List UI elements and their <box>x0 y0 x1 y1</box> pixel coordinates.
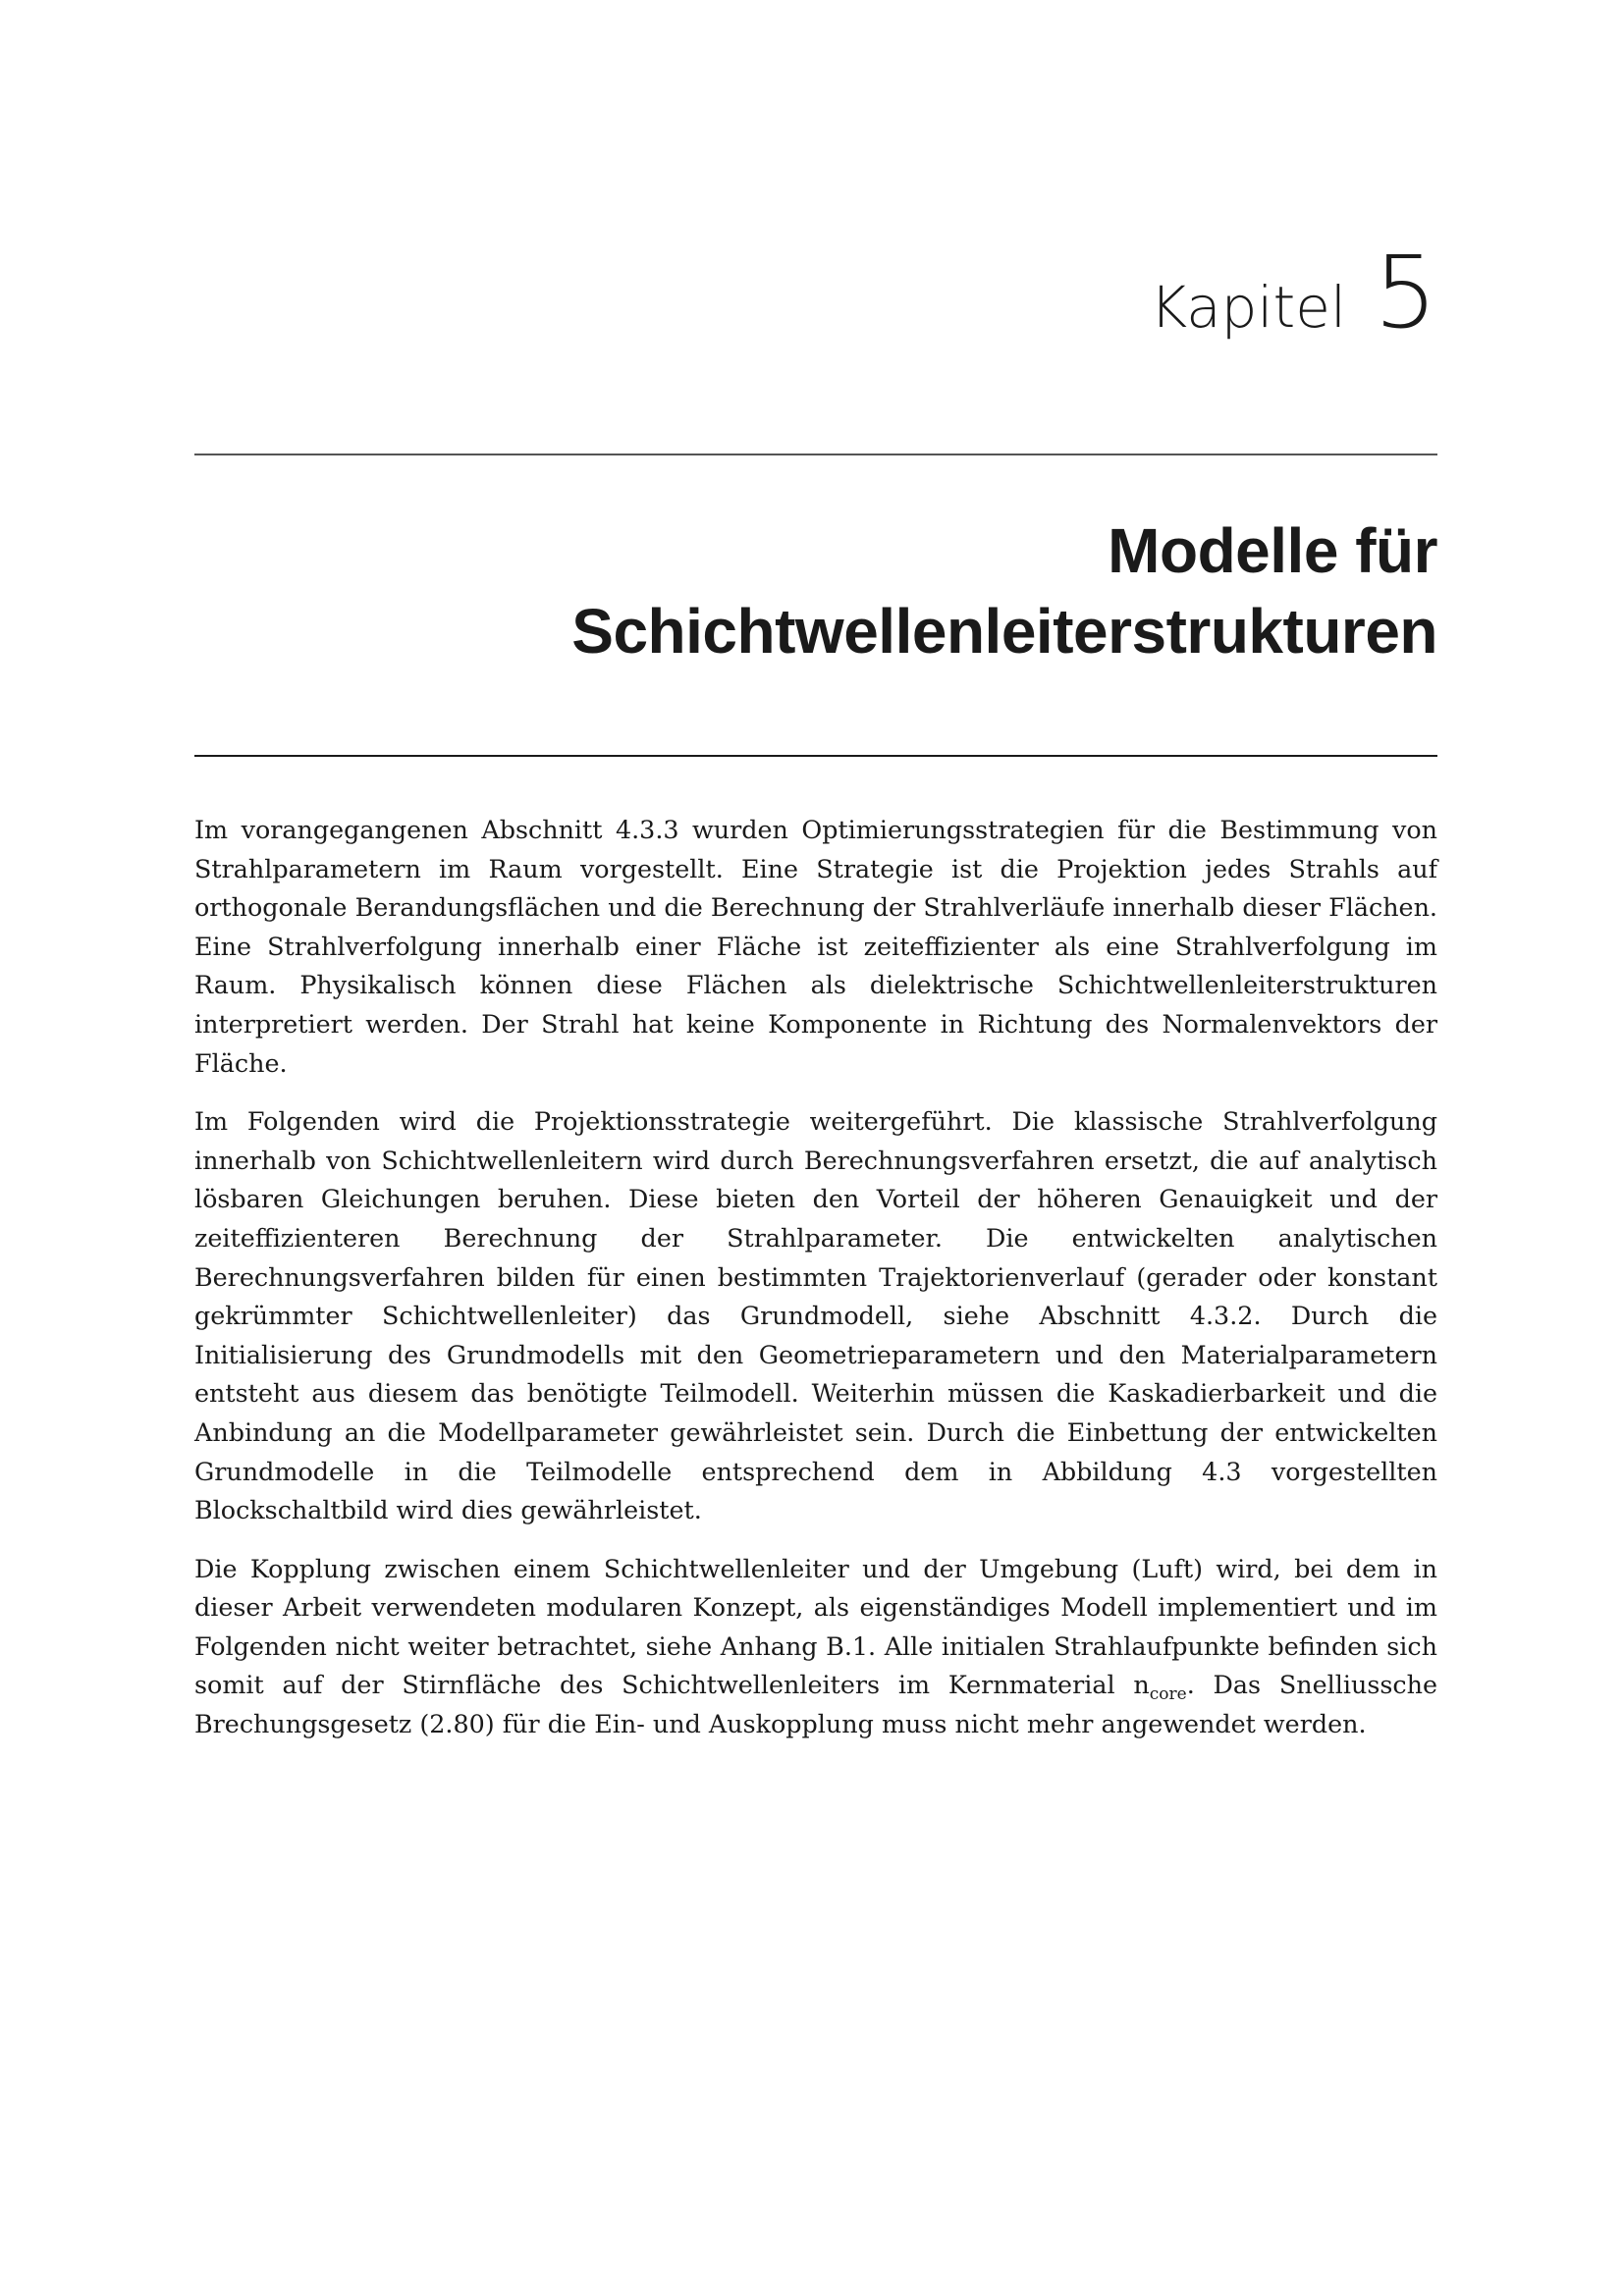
bottom-rule <box>194 755 1437 757</box>
paragraph-2: Im Folgenden wird die Projektionsstrategie weitergeführt. Die klassische Strahlverfolgung innerhalb von Schichtwellenleitern wird durch Berechnungsverfahren ersetzt, die auf analytisch lösbaren Gleichungen beruhen. Diese bieten den Vorteil der höheren Genauigkeit und der zeiteffizienteren Berechnung der Strahlparameter. Die entwickelten analytischen Berechnungsverfahren bilden für einen bestimmten Trajektorienverlauf (gerader oder konstant gekrümmter Schichtwellenleiter) das Grundmodell, siehe Abschnitt 4.3.2. Durch die Initialisierung des Grundmodells mit den Geometrieparametern und den Materialparametern entsteht aus diesem das benötigte Teilmodell. Weiterhin müssen die Kaskadierbarkeit und die Anbindung an die Modellparameter gewährleistet sein. Durch die Einbettung der entwickelten Grundmodelle in die Teilmodelle entsprechend dem in Abbildung 4.3 vorgestellten Blockschaltbild wird dies gewährleistet. <box>194 1106 1437 1525</box>
chapter-title <box>194 510 1437 671</box>
chapter-title-line-1: Modelle für <box>1108 515 1437 586</box>
paragraph-3-after: . Das Snelliussche Brechungsgesetz (2.80) für die Ein- und Auskopplung muss nicht mehr angewendet werden. <box>194 1670 1438 1739</box>
chapter-title-line-2: Schichtwellenleiterstrukturen <box>571 596 1437 667</box>
chapter-word: Kapitel <box>1150 274 1347 341</box>
chapter-label <box>1150 235 1437 351</box>
n-core-subscript: core <box>1149 1684 1187 1705</box>
body-text <box>194 811 1437 1764</box>
paragraph-1: Im vorangegangenen Abschnitt 4.3.3 wurden Optimierungsstrategien für die Bestimmung von Strahlparametern im Raum vorgestellt. Eine Strategie ist die Projektion jedes Strahls auf orthogonale Berandungsflächen und die Berechnung der Strahlverläufe innerhalb dieser Flächen. Eine Strahlverfolgung innerhalb einer Fläche ist zeiteffizienter als eine Strahlverfolgung im Raum. Physikalisch können diese Flächen als dielektrische Schichtwellenleiterstrukturen interpretiert werden. Der Strahl hat keine Komponente in Richtung des Normalenvektors der Fläche. <box>194 815 1437 1078</box>
top-rule <box>194 454 1437 455</box>
paragraph-3 <box>194 1550 1437 1744</box>
paragraph-3-before: Die Kopplung zwischen einem Schichtwellenleiter und der Umgebung (Luft) wird, bei dem in dieser Arbeit verwendeten modularen Konzept, als eigenständiges Modell implementiert und im Folgenden nicht weiter betrachtet, siehe Anhang B.1. Alle initialen Strahlaufpunkte befinden sich somit auf der Stirnfläche des Schichtwellenleiters im Kernmaterial n <box>194 1553 1437 1700</box>
chapter-number: 5 <box>1374 235 1437 351</box>
